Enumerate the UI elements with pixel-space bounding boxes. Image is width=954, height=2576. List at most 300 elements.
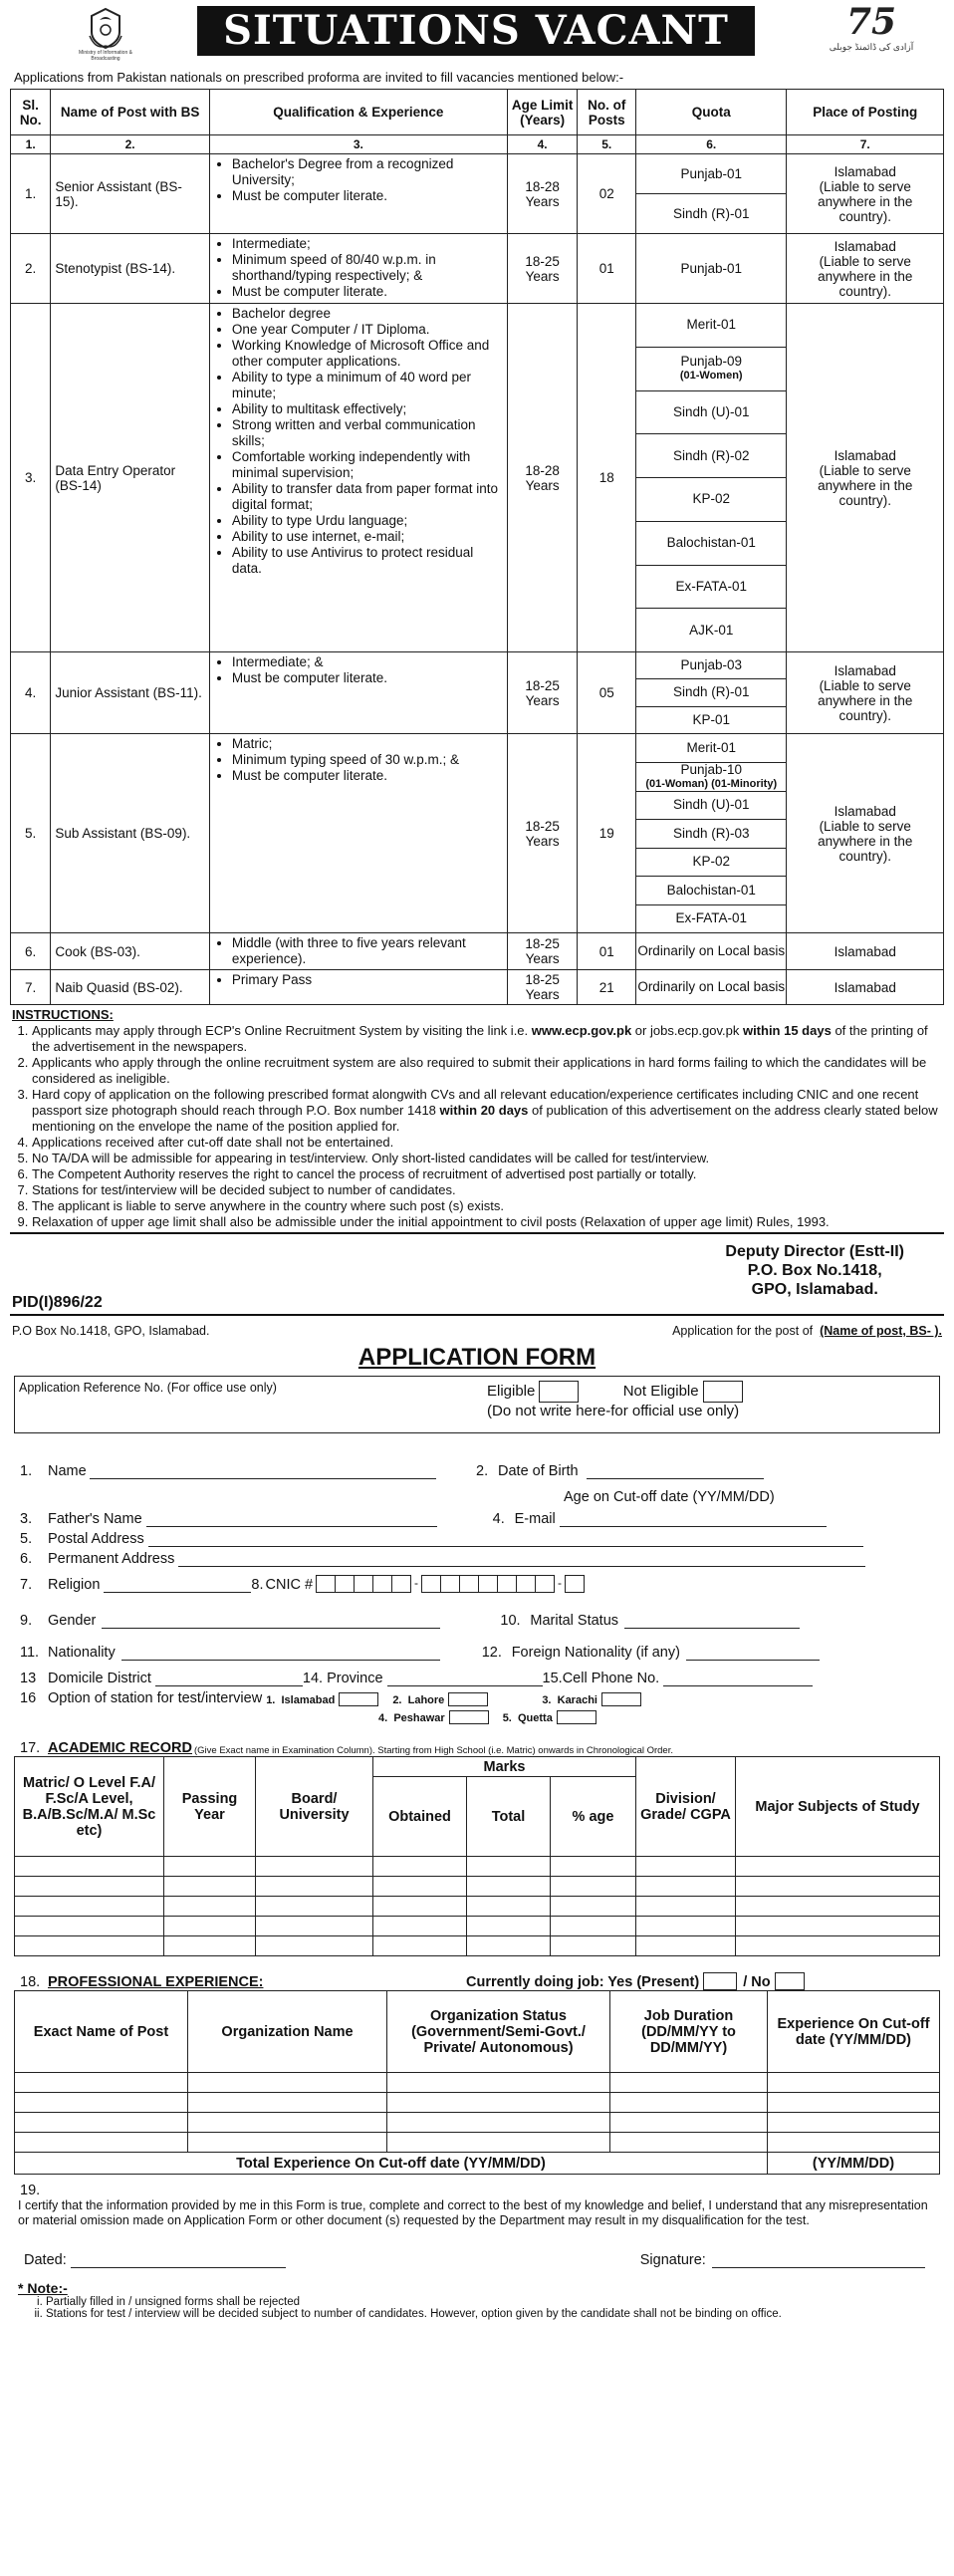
academic-title: ACADEMIC RECORD xyxy=(48,1740,192,1756)
qualification-item: • Working Knowledge of Microsoft Office and other computer applications. xyxy=(232,338,503,370)
job-yes-checkbox[interactable] xyxy=(703,1972,737,1990)
place-note: (Liable to serve anywhere in the country). xyxy=(818,677,913,723)
quota-item: Merit-01 xyxy=(636,304,786,348)
academic-cell[interactable] xyxy=(256,1857,373,1877)
professional-cell[interactable] xyxy=(768,2073,940,2093)
academic-cell[interactable] xyxy=(373,1857,467,1877)
province-field[interactable] xyxy=(387,1671,543,1686)
professional-cell[interactable] xyxy=(768,2113,940,2133)
vacancy-qualifications xyxy=(209,304,507,652)
note-item: ii. Stations for test / interview will be decided subject to number of candidates. However, option given by the candidate shall not be binding on office. xyxy=(46,2308,936,2320)
signature-label: Signature: xyxy=(639,2252,706,2268)
quota-item: Sindh (R)-01 xyxy=(636,679,786,706)
domicile-field[interactable] xyxy=(155,1671,303,1686)
qualification-item: • Primary Pass xyxy=(232,972,503,988)
vacancy-table-body xyxy=(11,154,944,1005)
vacancy-posts: 05 xyxy=(578,652,636,734)
academic-cell[interactable] xyxy=(736,1857,940,1877)
header-posts: No. of Posts xyxy=(578,90,636,135)
cell-field[interactable] xyxy=(663,1671,813,1686)
column-number: 1. xyxy=(11,135,51,154)
professional-cell[interactable] xyxy=(387,2093,610,2113)
vacancy-table xyxy=(10,89,944,1005)
professional-cell[interactable] xyxy=(188,2073,387,2093)
vacancy-sl: 4. xyxy=(11,652,51,734)
column-number: 3. xyxy=(209,135,507,154)
emblem-icon xyxy=(86,6,125,50)
qualification-item: • Must be computer literate. xyxy=(232,768,503,784)
academic-cell[interactable] xyxy=(636,1936,736,1956)
form-row-domicile: 13 Domicile District 14. Province 15. Cell Phone No. xyxy=(14,1665,940,1686)
instructions-title: INSTRUCTIONS: xyxy=(12,1007,114,1022)
professional-cell[interactable] xyxy=(610,2133,768,2153)
instruction-item: 3. Hard copy of application on the following prescribed format alongwith CVs and all relevant education/experience certificates including CNIC and one recent passport size photograph should reach through P.O. Box number 1418 within 20 days of publication of this advertisement on the address clearly stated below mentioning on the envelope the name of the position applied for. xyxy=(32,1087,942,1135)
station-option: 2. Lahore xyxy=(392,1694,445,1706)
qualification-item: • Minimum speed of 80/40 w.p.m. in shorthand/typing respectively; & xyxy=(232,252,503,284)
professional-table-body xyxy=(15,2073,940,2153)
vacancy-qualifications xyxy=(209,933,507,970)
cell-label: Cell Phone No. xyxy=(562,1671,660,1686)
instructions-list xyxy=(12,1023,942,1230)
name-label: Name xyxy=(48,1463,87,1479)
ecp-link[interactable]: www.ecp.gov.pk xyxy=(531,1023,632,1038)
vacancy-qualifications xyxy=(209,154,507,234)
eligibility-box xyxy=(483,1377,939,1432)
cnic-label: CNIC # xyxy=(265,1577,314,1593)
vacancy-age: 18-25 Years xyxy=(507,933,578,970)
permanent-field[interactable] xyxy=(178,1551,865,1567)
quota-item: KP-02 xyxy=(636,849,786,878)
professional-cell[interactable] xyxy=(15,2073,188,2093)
quota-item: Punjab-01 xyxy=(636,154,786,194)
signature-field[interactable] xyxy=(712,2252,925,2268)
qualification-item: • Ability to use Antivirus to protect residual data. xyxy=(232,545,503,577)
quota-item: AJK-01 xyxy=(689,622,734,638)
vacancy-posts: 01 xyxy=(578,234,636,304)
professional-cell[interactable] xyxy=(610,2113,768,2133)
vacancy-quota xyxy=(636,154,787,234)
form-row-religion: 7. Religion 8. CNIC # - - xyxy=(14,1567,940,1593)
vacancy-row xyxy=(11,734,944,933)
academic-cell[interactable] xyxy=(467,1897,551,1917)
academic-row xyxy=(15,1917,940,1936)
declaration-text: I certify that the information provided by me in this Form is true, complete and correct to the best of my knowledge and belief, I understand that any misrepresentation or material omission made on Application Form or other document (s) requested by the Department may result in my disqualification for the test. xyxy=(18,2198,928,2227)
vacancy-posts: 19 xyxy=(578,734,636,933)
jubilee-logo xyxy=(797,2,946,53)
quota-item: Balochistan-01 xyxy=(636,877,786,905)
academic-cell[interactable] xyxy=(636,1917,736,1936)
header-sl: Sl. No. xyxy=(11,90,51,135)
professional-cell[interactable] xyxy=(15,2113,188,2133)
academic-cell[interactable] xyxy=(164,1917,256,1936)
vacancy-sl: 2. xyxy=(11,234,51,304)
prof-header-duration: Job Duration (DD/MM/YY to DD/MM/YY) xyxy=(610,1991,768,2073)
place-city: Islamabad xyxy=(834,662,896,678)
signoff-box: P.O. Box No.1418, xyxy=(747,1262,882,1279)
place-note: (Liable to serve anywhere in the country). xyxy=(818,178,913,224)
professional-table xyxy=(14,1990,940,2175)
vacancy-post: Stenotypist (BS-14). xyxy=(51,234,210,304)
vacancy-sl: 3. xyxy=(11,304,51,652)
vacancy-post: Senior Assistant (BS-15). xyxy=(51,154,210,234)
vacancy-quota xyxy=(636,652,787,734)
vacancy-quota xyxy=(636,970,787,1005)
quota-item: Punjab-01 xyxy=(680,260,742,276)
academic-cell[interactable] xyxy=(15,1917,164,1936)
vacancy-qualifications xyxy=(209,970,507,1005)
vacancy-qualifications xyxy=(209,734,507,933)
academic-cell[interactable] xyxy=(256,1897,373,1917)
qualification-item: • One year Computer / IT Diploma. xyxy=(232,322,503,338)
instruction-item: 7. Stations for test/interview will be decided subject to number of candidates. xyxy=(32,1182,942,1198)
acad-header-obtained: Obtained xyxy=(373,1777,467,1857)
academic-cell[interactable] xyxy=(467,1936,551,1956)
vacancy-header-row xyxy=(11,90,944,135)
station-option: 3. Karachi xyxy=(542,1694,597,1706)
professional-cell[interactable] xyxy=(387,2133,610,2153)
instruction-item: 1. Applicants may apply through ECP's Online Recruitment System by visiting the link i.e. www.ecp.gov.pk or jobs.ecp.gov.pk within 15 days of the printing of the advertisement in the newspapers. xyxy=(32,1023,942,1055)
vacancy-age: 18-25 Years xyxy=(507,652,578,734)
quota-item: Punjab-10 (01-Woman) (01-Minority) xyxy=(636,763,786,792)
professional-cell[interactable] xyxy=(768,2133,940,2153)
vacancy-row xyxy=(11,970,944,1005)
professional-row xyxy=(15,2073,940,2093)
column-number: 2. xyxy=(51,135,210,154)
professional-cell[interactable] xyxy=(188,2133,387,2153)
academic-cell[interactable] xyxy=(551,1857,636,1877)
total-experience-value[interactable]: (YY/MM/DD) xyxy=(768,2153,940,2175)
gender-label: Gender xyxy=(48,1613,97,1629)
academic-cell[interactable] xyxy=(467,1917,551,1936)
header-post: Name of Post with BS xyxy=(51,90,210,135)
signoff-city: GPO, Islamabad. xyxy=(751,1281,878,1298)
jubilee-caption: آزادی کی ڈائمنڈ جوبلی xyxy=(829,42,914,52)
vacancy-sl: 1. xyxy=(11,154,51,234)
quota-item: Punjab-03 xyxy=(636,652,786,679)
vacancy-place xyxy=(787,234,944,304)
academic-cell[interactable] xyxy=(373,1936,467,1956)
eligible-checkbox[interactable] xyxy=(539,1381,579,1403)
header-age: Age Limit (Years) xyxy=(507,90,578,135)
dated-field[interactable] xyxy=(71,2252,286,2268)
office-note: (Do not write here-for official use only) xyxy=(487,1403,740,1419)
foreign-field[interactable] xyxy=(686,1645,820,1661)
place-city: Islamabad xyxy=(834,979,896,995)
column-number: 7. xyxy=(787,135,944,154)
quota-item: Ordinarily on Local basis xyxy=(637,979,786,994)
place-city: Islamabad xyxy=(834,943,896,959)
academic-cell[interactable] xyxy=(164,1857,256,1877)
quota-item: Merit-01 xyxy=(636,734,786,763)
academic-cell[interactable] xyxy=(551,1917,636,1936)
vacancy-row xyxy=(11,154,944,234)
academic-cell[interactable] xyxy=(164,1897,256,1917)
qualification-item: • Ability to multitask effectively; xyxy=(232,401,503,417)
academic-cell[interactable] xyxy=(636,1897,736,1917)
qualification-item: • Minimum typing speed of 30 w.p.m.; & xyxy=(232,752,503,768)
nationality-field[interactable] xyxy=(121,1645,440,1661)
form-row-nationality: 11. Nationality 12. Foreign Nationality (if any) xyxy=(14,1635,940,1661)
academic-cell[interactable] xyxy=(373,1917,467,1936)
academic-note: (Give Exact name in Examination Column). Starting from High School (i.e. Matric) onwards in Chronological Order. xyxy=(194,1745,673,1756)
acad-header-pct: % age xyxy=(551,1777,636,1857)
station-option: 5. Quetta xyxy=(502,1712,553,1724)
vacancy-qualifications xyxy=(209,652,507,734)
reference-label: Application Reference No. (For office use only) xyxy=(19,1381,277,1395)
quota-item: Sindh (R)-03 xyxy=(636,820,786,849)
nationality-label: Nationality xyxy=(48,1645,116,1661)
acad-header-board: Board/ University xyxy=(256,1757,373,1857)
postal-field[interactable] xyxy=(148,1531,863,1547)
form-address: P.O Box No.1418, GPO, Islamabad. xyxy=(12,1324,210,1338)
station-quetta-checkbox[interactable] xyxy=(557,1710,596,1724)
instruction-item: 6. The Competent Authority reserves the right to cancel the process of recruitment of advertised post partially or totally. xyxy=(32,1166,942,1182)
professional-row xyxy=(15,2093,940,2113)
instruction-item: 2. Applicants who apply through the online recruitment system are also required to submit their applications in hard forms failing to which the candidates will be considered as ineligible. xyxy=(32,1055,942,1087)
station-option: 1. Islamabad xyxy=(266,1694,336,1706)
quota-sub: (01-Woman) (01-Minority) xyxy=(645,777,778,790)
qualification-item: • Ability to type Urdu language; xyxy=(232,513,503,529)
eligible-label: Eligible xyxy=(487,1382,536,1400)
academic-header-row xyxy=(15,1757,940,1777)
qualification-item: • Must be computer literate. xyxy=(232,188,503,204)
place-city: Islamabad xyxy=(834,447,896,463)
academic-title-row: 17. ACADEMIC RECORD (Give Exact name in Examination Column). Starting from High School (i.e. Matric) onwards in Chronological Order. xyxy=(20,1740,673,1756)
quota-item: Sindh (U)-01 xyxy=(636,391,786,435)
religion-field[interactable] xyxy=(104,1577,251,1593)
intro-text: Applications from Pakistan nationals on prescribed proforma are invited to fill vacancies mentioned below:- xyxy=(14,70,624,85)
academic-cell[interactable] xyxy=(15,1897,164,1917)
academic-row xyxy=(15,1857,940,1877)
column-number: 4. xyxy=(507,135,578,154)
qualification-item: • Ability to type a minimum of 40 word per minute; xyxy=(232,370,503,401)
instruction-item: 8. The applicant is liable to serve anywhere in the country where such post (s) exists. xyxy=(32,1198,942,1214)
qualification-item: • Must be computer literate. xyxy=(232,670,503,686)
column-number: 6. xyxy=(636,135,787,154)
acad-header-marks: Marks xyxy=(373,1757,636,1777)
professional-cell[interactable] xyxy=(387,2113,610,2133)
academic-cell[interactable] xyxy=(736,1936,940,1956)
province-label: Province xyxy=(327,1671,383,1686)
father-label: Father's Name xyxy=(48,1511,142,1527)
place-city: Islamabad xyxy=(834,238,896,254)
qualification-item: • Intermediate; xyxy=(232,236,503,252)
professional-cell[interactable] xyxy=(15,2133,188,2153)
jubilee-number: 75 xyxy=(845,1,897,43)
qualification-item: • Strong written and verbal communication skills; xyxy=(232,417,503,449)
vacancy-qualifications xyxy=(209,234,507,304)
place-note: (Liable to serve anywhere in the country). xyxy=(818,462,913,508)
name-field[interactable] xyxy=(90,1463,436,1479)
vacancy-post: Sub Assistant (BS-09). xyxy=(51,734,210,933)
total-experience-label: Total Experience On Cut-off date (YY/MM/DD) xyxy=(15,2153,768,2175)
quota-item: Balochistan-01 xyxy=(636,522,786,566)
academic-cell[interactable] xyxy=(164,1936,256,1956)
academic-cell[interactable] xyxy=(467,1857,551,1877)
father-field[interactable] xyxy=(146,1511,437,1527)
vacancy-quota xyxy=(636,234,787,304)
email-field[interactable] xyxy=(560,1511,827,1527)
academic-cell[interactable] xyxy=(373,1897,467,1917)
vacancy-posts: 18 xyxy=(578,304,636,652)
not-eligible-label: Not Eligible xyxy=(622,1382,699,1400)
qualification-item: • Ability to use internet, e-mail; xyxy=(232,529,503,545)
vacancy-row xyxy=(11,933,944,970)
marital-field[interactable] xyxy=(624,1613,800,1629)
page-title: SITUATIONS VACANT xyxy=(197,6,755,56)
form-row-age xyxy=(14,1479,940,1505)
vacancy-row xyxy=(11,304,944,652)
header-place: Place of Posting xyxy=(787,90,944,135)
academic-cell[interactable] xyxy=(551,1897,636,1917)
cnic-field[interactable]: - - xyxy=(317,1575,585,1593)
professional-cell[interactable] xyxy=(188,2113,387,2133)
religion-label: Religion xyxy=(48,1577,101,1593)
currently-doing-job: Currently doing job: Yes (Present) xyxy=(466,1974,700,1990)
station-label: Option of station for test/interview xyxy=(48,1690,263,1706)
form-title: APPLICATION FORM xyxy=(358,1344,596,1371)
signoff-designation: Deputy Director (Estt-II) xyxy=(725,1243,904,1260)
vacancy-quota xyxy=(636,304,787,652)
quota-item: Ordinarily on Local basis xyxy=(637,943,786,958)
academic-cell[interactable] xyxy=(15,1936,164,1956)
note-list xyxy=(18,2296,936,2320)
vacancy-sl: 6. xyxy=(11,933,51,970)
professional-cell[interactable] xyxy=(610,2093,768,2113)
quota-item: Sindh (R)-02 xyxy=(636,434,786,478)
vacancy-place xyxy=(787,734,944,933)
vacancy-quota xyxy=(636,933,787,970)
station-peshawar-checkbox[interactable] xyxy=(449,1710,489,1724)
academic-cell[interactable] xyxy=(373,1877,467,1897)
academic-cell[interactable] xyxy=(15,1877,164,1897)
professional-row xyxy=(15,2113,940,2133)
form-row-postal: 5. Postal Address xyxy=(14,1527,940,1547)
academic-cell[interactable] xyxy=(636,1877,736,1897)
instructions xyxy=(10,1005,944,1230)
note-item: i. Partially filled in / unsigned forms shall be rejected xyxy=(46,2296,936,2308)
prof-header-experience: Experience On Cut-off date (YY/MM/DD) xyxy=(768,1991,940,2073)
postal-label: Postal Address xyxy=(48,1531,144,1547)
form-row-gender: 9. Gender 10. Marital Status xyxy=(14,1603,940,1629)
academic-cell[interactable] xyxy=(736,1897,940,1917)
vacancy-age: 18-28 Years xyxy=(507,304,578,652)
academic-cell[interactable] xyxy=(551,1877,636,1897)
professional-header-row xyxy=(15,1991,940,2073)
emblem-caption: Ministry of Information & Broadcasting xyxy=(79,50,132,62)
vacancy-age: 18-25 Years xyxy=(507,734,578,933)
vacancy-post: Naib Quasid (BS-02). xyxy=(51,970,210,1005)
form-notes xyxy=(18,2280,936,2320)
academic-cell[interactable] xyxy=(15,1857,164,1877)
vacancy-place xyxy=(787,933,944,970)
qualification-item: • Bachelor's Degree from a recognized University; xyxy=(232,156,503,188)
declaration-row: 19. xyxy=(20,2183,41,2198)
quota-sub: (01-Women) xyxy=(679,370,743,383)
not-eligible-checkbox[interactable] xyxy=(703,1381,743,1403)
place-note: (Liable to serve anywhere in the country). xyxy=(818,818,913,864)
prof-header-post: Exact Name of Post xyxy=(15,1991,188,2073)
applied-for-value[interactable]: (Name of post, BS- ). xyxy=(820,1324,942,1338)
divider xyxy=(10,1314,944,1316)
header-qualification: Qualification & Experience xyxy=(209,90,507,135)
academic-cell[interactable] xyxy=(636,1857,736,1877)
academic-cell[interactable] xyxy=(736,1877,940,1897)
academic-cell[interactable] xyxy=(256,1936,373,1956)
form-row-father: 3. Father's Name 4. E-mail xyxy=(14,1505,940,1527)
form-row-name: 1. Name 2. Date of Birth xyxy=(14,1457,940,1479)
academic-row xyxy=(15,1897,940,1917)
domicile-label: Domicile District xyxy=(48,1671,151,1686)
instruction-item: 9. Relaxation of upper age limit shall also be admissible under the initial appointment to civil posts (Relaxation of upper age limit) Rules, 1993. xyxy=(32,1214,942,1230)
quota-item: Punjab-09 (01-Women) xyxy=(636,348,786,391)
vacancy-sl: 7. xyxy=(11,970,51,1005)
professional-cell[interactable] xyxy=(188,2093,387,2113)
quota-item: Ex-FATA-01 xyxy=(675,910,747,926)
professional-cell[interactable] xyxy=(610,2073,768,2093)
instruction-item: 5. No TA/DA will be admissible for appearing in test/interview. Only short-listed candidates will be called for test/interview. xyxy=(32,1151,942,1166)
professional-cell[interactable] xyxy=(15,2093,188,2113)
academic-cell[interactable] xyxy=(256,1877,373,1897)
academic-row xyxy=(15,1877,940,1897)
acad-header-passing: Passing Year xyxy=(164,1757,256,1857)
academic-cell[interactable] xyxy=(736,1917,940,1936)
vacancy-place xyxy=(787,970,944,1005)
signoff-block xyxy=(725,1242,904,1299)
station-islamabad-checkbox[interactable] xyxy=(339,1692,378,1706)
quota-item: Ex-FATA-01 xyxy=(636,566,786,610)
vacancy-age: 18-25 Years xyxy=(507,234,578,304)
column-number-row xyxy=(11,135,944,154)
professional-row xyxy=(15,2133,940,2153)
signature-row xyxy=(14,2228,940,2268)
vacancy-row xyxy=(11,652,944,734)
government-emblem xyxy=(78,6,133,62)
qualification-item: • Must be computer literate. xyxy=(232,284,503,300)
divider xyxy=(10,1232,944,1234)
vacancy-post: Cook (BS-03). xyxy=(51,933,210,970)
place-city: Islamabad xyxy=(834,803,896,819)
job-no-checkbox[interactable] xyxy=(775,1972,805,1990)
form-row-permanent: 6. Permanent Address xyxy=(14,1547,940,1567)
vacancy-posts: 21 xyxy=(578,970,636,1005)
acad-header-subjects: Major Subjects of Study xyxy=(736,1757,940,1857)
qualification-item: • Ability to transfer data from paper format into digital format; xyxy=(232,481,503,513)
station-lahore-checkbox[interactable] xyxy=(448,1692,488,1706)
qualification-item: • Matric; xyxy=(232,736,503,752)
reference-box xyxy=(14,1376,940,1433)
application-form xyxy=(10,1318,944,2320)
academic-cell[interactable] xyxy=(256,1917,373,1936)
academic-cell[interactable] xyxy=(164,1877,256,1897)
professional-cell[interactable] xyxy=(387,2073,610,2093)
gender-field[interactable] xyxy=(102,1613,440,1629)
dob-field[interactable] xyxy=(587,1463,764,1479)
quota-item: KP-01 xyxy=(692,711,730,727)
email-label: E-mail xyxy=(514,1511,556,1527)
academic-table xyxy=(14,1756,940,1956)
vacancy-age: 18-25 Years xyxy=(507,970,578,1005)
form-row-station-2 xyxy=(14,1706,940,1724)
academic-cell[interactable] xyxy=(551,1936,636,1956)
academic-cell[interactable] xyxy=(467,1877,551,1897)
professional-cell[interactable] xyxy=(768,2093,940,2113)
place-city: Islamabad xyxy=(834,163,896,179)
station-karachi-checkbox[interactable] xyxy=(601,1692,641,1706)
age-cutoff-label: Age on Cut-off date (YY/MM/DD) xyxy=(564,1489,775,1505)
form-row-station: 16 Option of station for test/interview 1. Islamabad 2. Lahore 3. Karachi xyxy=(14,1686,940,1706)
vacancy-row xyxy=(11,234,944,304)
